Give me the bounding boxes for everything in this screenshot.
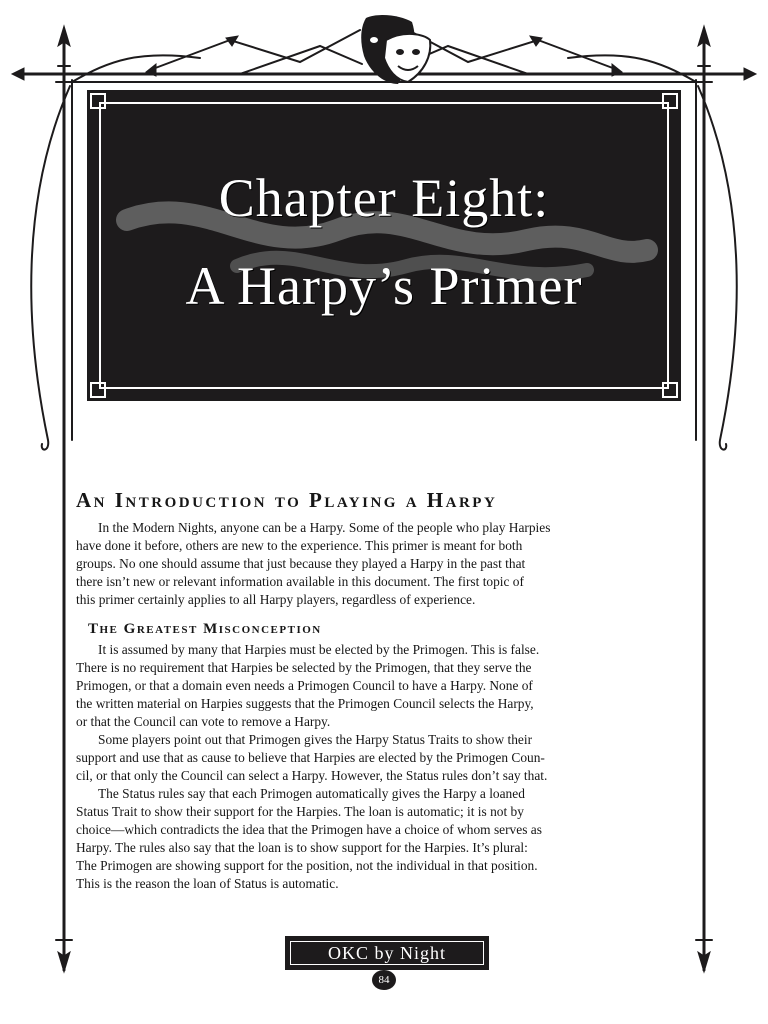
section-heading: An Introduction to Playing a Harpy xyxy=(76,488,498,512)
text-line: The Primogen are showing support for the position, not the individual in that position. xyxy=(76,858,538,873)
text-line: There is no requirement that Harpies be selected by the Primogen, that they serve the xyxy=(76,660,532,675)
subsection-heading: The Greatest Misconception xyxy=(88,621,322,637)
text-line: support and use that as cause to believe that Harpies are elected by the Primogen Coun- xyxy=(76,750,545,765)
footer-banner xyxy=(285,936,489,970)
chapter-title-line-2: A Harpy’s Primer xyxy=(185,256,583,316)
text-line: The Status rules say that each Primogen automatically gives the Harpy a loaned xyxy=(98,786,525,801)
misconception-body xyxy=(76,641,692,893)
decorative-swirl xyxy=(87,90,681,401)
text-line: groups. No one should assume that just because they played a Harpy in the past that xyxy=(76,556,526,571)
footer-banner-text: OKC by Night xyxy=(290,941,484,965)
text-line: the written material on Harpies suggests that the Primogen Council selects the Harpy, xyxy=(76,696,534,711)
chapter-title-panel xyxy=(87,90,681,401)
text-line: cil, or that only the Council can select a Harpy. However, the Status rules don’t say that. xyxy=(76,768,548,783)
text-line: This is the reason the loan of Status is automatic. xyxy=(76,876,339,891)
text-line: Status Trait to show their support for the Harpies. The loan is automatic; it is not by xyxy=(76,804,524,819)
text-line: Some players point out that Primogen gives the Harpy Status Traits to show their xyxy=(98,732,533,747)
text-line: Harpy. The rules also say that the loan is to show support for the Harpies. It’s plural: xyxy=(76,840,528,855)
text-line: have done it before, others are new to the experience. This primer is meant for both xyxy=(76,538,523,553)
text-line: It is assumed by many that Harpies must be elected by the Primogen. This is false. xyxy=(98,642,540,657)
intro-paragraph xyxy=(76,519,692,609)
chapter-title-line-1: Chapter Eight: xyxy=(218,168,550,228)
text-line: Primogen, or that a domain even needs a Primogen Council to have a Harpy. None of xyxy=(76,678,533,693)
text-line: In the Modern Nights, anyone can be a Harpy. Some of the people who play Harpies xyxy=(98,520,551,535)
page-number: 84 xyxy=(372,970,396,990)
text-line: this primer certainly applies to all Harpy players, regardless of experience. xyxy=(76,592,476,607)
text-line: choice—which contradicts the idea that the Primogen have a choice of whom serves as xyxy=(76,822,542,837)
text-line: there isn’t new or relevant information available in this document. The first topic of xyxy=(76,574,524,589)
text-line: or that the Council can vote to remove a Harpy. xyxy=(76,714,331,729)
